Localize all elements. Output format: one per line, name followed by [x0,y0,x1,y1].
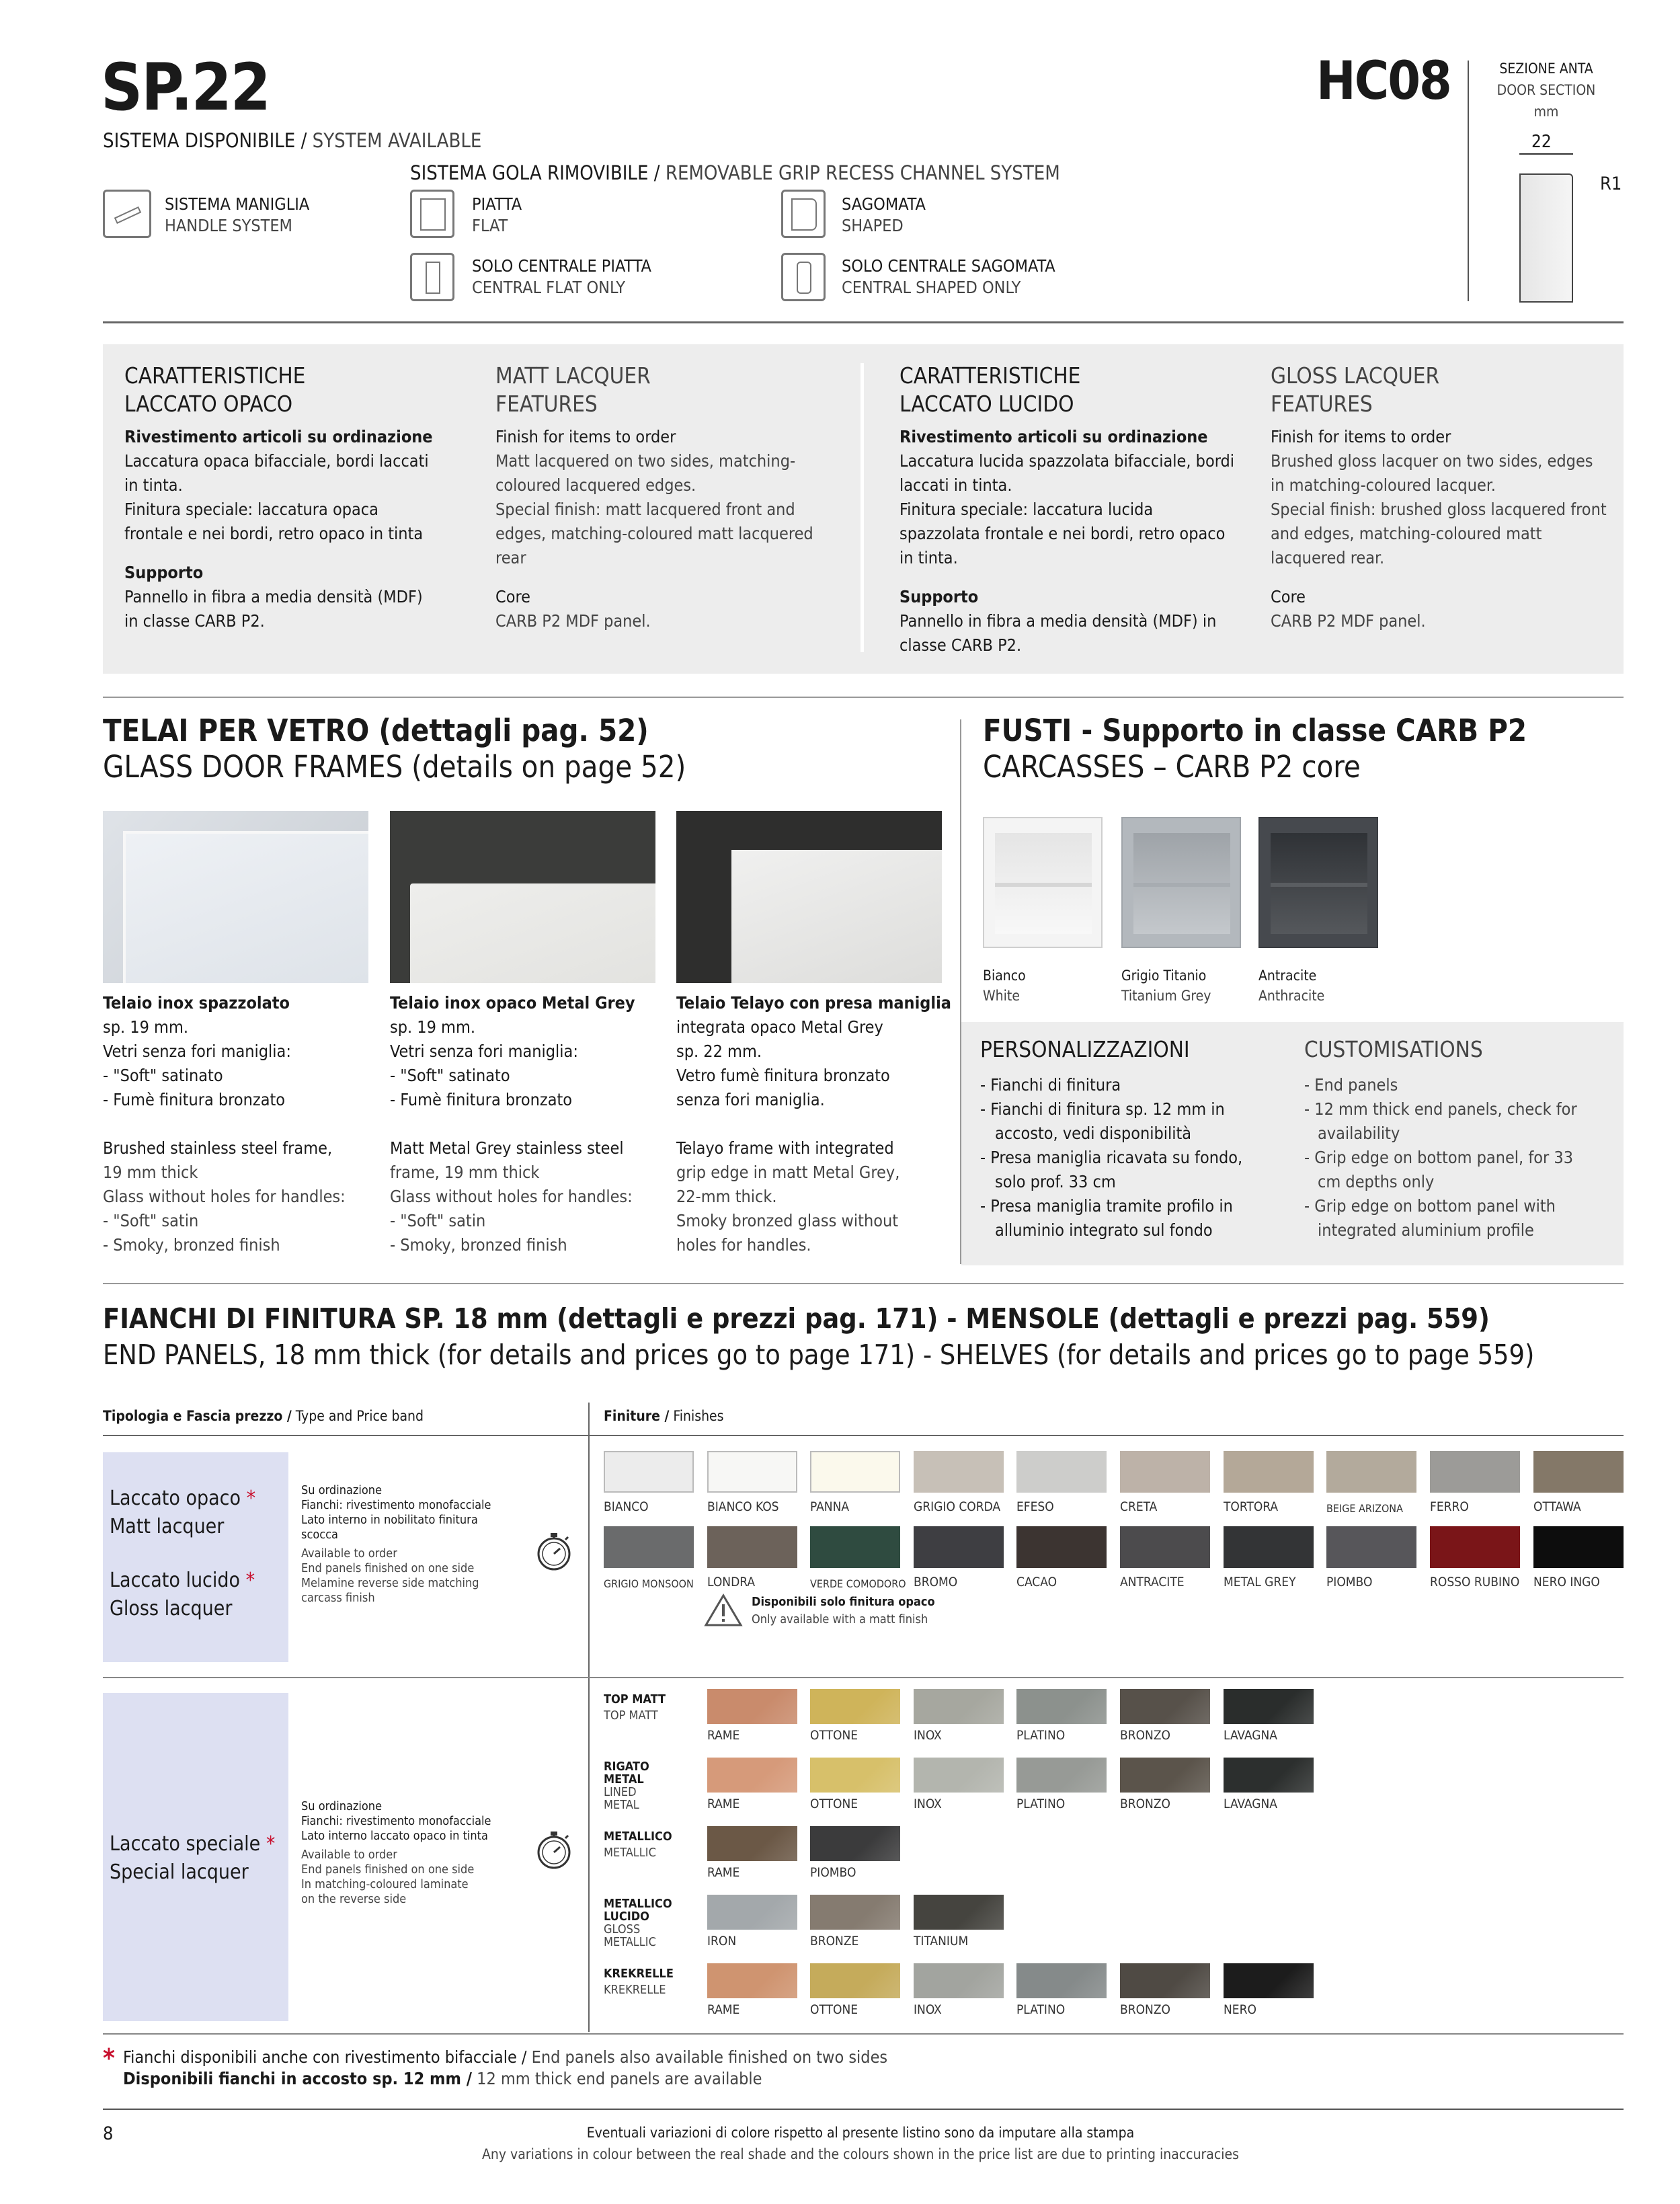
glass-item-3: Telaio Telayo con presa maniglia integrata opaco Metal Grey sp. 22 mm. Vetro fumè finitura bronzato senza fori maniglia. Telayo frame with integrated grip edge in matt Metal Grey, 22-mm thick. Smoky bronzed glass without holes for handles. [676,993,951,1255]
color-swatch [1016,1526,1107,1568]
color-swatch [1016,1963,1107,1998]
central-shaped-icon [781,253,826,301]
matt-only-warning: Disponibili solo finitura opaco Only available with a matt finish [752,1595,935,1626]
footnote-star: * [103,2043,115,2073]
row-divider [103,1677,1624,1678]
finish-group-it: RIGATO METAL [604,1760,649,1786]
swatch-label: CRETA [1120,1499,1158,1514]
table-column-line [588,1403,590,2032]
model-code: HC08 [1316,51,1451,112]
color-swatch [604,1526,694,1568]
finish-group-en: LINED METAL [604,1785,639,1812]
swatch-label: VERDE COMODORO [810,1577,906,1590]
system-available: SISTEMA DISPONIBILE / SYSTEM AVAILABLE [103,129,482,152]
swatch-label: PIOMBO [810,1865,856,1880]
footer-line [103,2109,1624,2110]
swatch-label: TITANIUM [914,1934,969,1949]
color-swatch [914,1758,1004,1793]
swatch-label: PIOMBO [1326,1575,1373,1589]
swatch-label: RAME [707,1797,740,1811]
row1-gloss-label: Laccato lucido * Gloss lacquer [110,1569,255,1620]
color-swatch [707,1826,797,1861]
finish-group-en: TOP MATT [604,1708,658,1723]
color-swatch [914,1689,1004,1724]
swatch-label: LAVAGNA [1224,1797,1277,1811]
print-disclaimer: Eventuali variazioni di colore rispetto al presente listino sono da imputare alla stampa Any variations in colour between the real shade and the colours shown in the price list are due to printing inaccuracies [481,2125,1239,2162]
color-swatch [707,1895,797,1930]
swatch-label: OTTONE [810,2002,858,2017]
swatch-label: BRONZO [1120,1728,1170,1743]
finish-group-label [604,1692,668,1724]
finish-group-label [604,1966,674,1998]
swatch-label: BROMO [914,1575,958,1589]
row1-notes: Su ordinazione Fianchi: rivestimento monofacciale Lato interno in nobilitato finitura scocca Available to order End panels finished on one side Melamine reverse side matching carcass finish [301,1483,491,1605]
color-swatch [810,1826,900,1861]
divider [103,2033,1624,2035]
finish-group-it: METALLICO [604,1829,672,1844]
color-swatch [707,1758,797,1793]
row2-special-label: Laccato speciale * Special lacquer [110,1832,276,1884]
carcass-image-anthracite [1258,817,1378,948]
shaped-profile-icon [781,190,826,238]
endpanels-title: FIANCHI DI FINITURA SP. 18 mm (dettagli e prezzi pag. 171) - MENSOLE (dettagli e prezzi pag. 559) END PANELS, 18 mm thick (for details and prices go to page 171) - SHELVES (for details and prices go to page 559) [103,1302,1535,1371]
color-swatch [1326,1451,1416,1493]
color-swatch [1326,1526,1416,1568]
finish-group-it: METALLICO LUCIDO [604,1897,672,1924]
swatch-label: OTTAWA [1533,1499,1581,1514]
color-swatch [914,1451,1004,1493]
swatch-label: BIANCO KOS [707,1499,779,1514]
swatch-label: NERO INGO [1533,1575,1600,1589]
matt-features-it: CARATTERISTICHE LACCATO OPACO Rivestimento articoli su ordinazione Laccatura opaca bifacciale, bordi laccati in tinta. Finitura speciale: laccatura opaca frontale e nei bordi, retro opaco in tinta Supporto Pannello in fibra a media densità (MDF) in classe CARB P2. [124,362,433,631]
finish-group-label [604,1897,672,1949]
color-swatch [1224,1451,1314,1493]
swatch-label: PLATINO [1016,1728,1066,1743]
gola-system: SISTEMA GOLA RIMOVIBILE / REMOVABLE GRIP RECESS CHANNEL SYSTEM [410,161,1060,184]
color-swatch [810,1451,900,1493]
finish-group-en: METALLIC [604,1846,656,1860]
central-flat-label: SOLO CENTRALE PIATTA CENTRAL FLAT ONLY [472,256,651,297]
section-divider [1468,61,1469,301]
swatch-label: CACAO [1016,1575,1057,1589]
custom-list-en: - End panels - 12 mm thick end panels, check for availability - Grip edge on bottom panel, for 33 cm depths only - Grip edge on bottom panel with integrated aluminium profile [1304,1075,1577,1240]
swatch-label: BRONZO [1120,2002,1170,2017]
color-swatch [1224,1963,1314,1998]
swatch-label: BIANCO [604,1499,649,1514]
gloss-features-it: CARATTERISTICHE LACCATO LUCIDO Rivestimento articoli su ordinazione Laccatura lucida spazzolata bifacciale, bordi laccati in tinta. Finitura speciale: laccatura lucida spazzolata frontale e nei bordi, retro opaco in tinta. Supporto Pannello in fibra a media densità (MDF) in classe CARB P2. [899,362,1235,655]
swatch-label: BEIGE ARIZONA [1326,1502,1403,1515]
color-swatch [1120,1526,1210,1568]
color-swatch [810,1758,900,1793]
stopwatch-icon [533,1829,575,1871]
door-section-drawing [1519,173,1573,303]
swatch-label: METAL GREY [1224,1575,1296,1589]
footnotes: Fianchi disponibili anche con rivestimento bifacciale / End panels also available finished on two sides Disponibili fianchi in accosto sp. 12 mm / 12 mm thick end panels are available [123,2047,888,2088]
carcass-image-grey [1121,817,1241,948]
swatch-label: GRIGIO MONSOON [604,1577,694,1590]
swatch-label: FERRO [1430,1499,1469,1514]
swatch-label: IRON [707,1934,737,1949]
finish-group-en: GLOSS METALLIC [604,1922,656,1949]
custom-title-en: CUSTOMISATIONS [1304,1036,1483,1062]
glass-frame-image [676,811,942,983]
color-swatch [1533,1451,1624,1493]
swatch-label: OTTONE [810,1797,858,1811]
carcasses-title: FUSTI - Supporto in classe CARB P2 CARCASSES – CARB P2 core [983,713,1527,785]
swatch-label: GRIGIO CORDA [914,1499,1001,1514]
color-swatch [707,1451,797,1493]
custom-title-it: PERSONALIZZAZIONI [980,1036,1190,1062]
color-swatch [810,1689,900,1724]
finish-group-en: KREKRELLE [604,1983,666,1997]
finish-group-label [604,1829,672,1861]
swatch-label: LAVAGNA [1224,1728,1277,1743]
features-divider [861,363,864,652]
row2-notes: Su ordinazione Fianchi: rivestimento monofacciale Lato interno laccato opaco in tinta Available to order End panels finished on one side In matching-coloured laminate on the reverse side [301,1799,491,1906]
color-swatch [1120,1758,1210,1793]
finish-group-label [604,1760,668,1811]
row1-matt-label: Laccato opaco * Matt lacquer [110,1487,256,1538]
color-swatch [707,1526,797,1568]
color-swatch [1120,1689,1210,1724]
gloss-features-en: GLOSS LACQUER FEATURES Finish for items to order Brushed gloss lacquer on two sides, edges in matching-coloured lacquer. Special finish: brushed gloss lacquered front and edges, matching-coloured matt lacquered rear. Core CARB P2 MDF panel. [1271,362,1607,631]
glass-frame-image [390,811,655,983]
color-swatch [1224,1689,1314,1724]
swatch-label: BRONZE [810,1934,859,1949]
col-finishes-header: Finiture / Finishes [604,1408,724,1424]
swatch-label: ANTRACITE [1120,1575,1185,1589]
swatch-label: RAME [707,1728,740,1743]
divider [103,1283,1624,1284]
row1-label-box [103,1452,288,1662]
color-swatch [1016,1689,1107,1724]
central-shaped-label: SOLO CENTRALE SAGOMATA CENTRAL SHAPED ONLY [842,256,1055,297]
glass-item-1: Telaio inox spazzolato sp. 19 mm. Vetri senza fori maniglia: - "Soft" satinato - Fumè finitura bronzato Brushed stainless steel frame, 19 mm thick Glass without holes for handles: - "Soft" satin - Smoky, bronzed finish [103,993,346,1255]
swatch-label: INOX [914,1797,942,1811]
swatch-label: LONDRA [707,1575,756,1589]
divider [103,321,1624,323]
warning-icon [704,1593,743,1627]
section-width: 22 [1531,132,1552,152]
stopwatch-icon [533,1530,575,1572]
color-swatch [1533,1526,1624,1568]
swatch-label: INOX [914,1728,942,1743]
color-swatch [1016,1451,1107,1493]
swatch-label: INOX [914,2002,942,2017]
swatch-label: BRONZO [1120,1797,1170,1811]
color-swatch [810,1895,900,1930]
col-type-header: Tipologia e Fascia prezzo / Type and Price band [103,1408,424,1424]
glass-item-2: Telaio inox opaco Metal Grey sp. 19 mm. Vetri senza fori maniglia: - "Soft" satinato - Fumè finitura bronzato Matt Metal Grey stainless steel frame, 19 mm thick Glass without holes for handles: - "Soft" satin - Smoky, bronzed finish [390,993,635,1255]
finish-group-it: KREKRELLE [604,1967,674,1981]
swatch-label: RAME [707,2002,740,2017]
custom-list-it: - Fianchi di finitura - Fianchi di finitura sp. 12 mm in accosto, vedi disponibilità - Presa maniglia ricavata su fondo, solo prof. 33 cm - Presa maniglia tramite profilo in alluminio integrato sul fondo [980,1075,1243,1240]
finish-group-it: TOP MATT [604,1692,666,1706]
carcass-label-grey: Grigio Titanio Titanium Grey [1121,968,1211,1004]
matt-features-en: MATT LACQUER FEATURES Finish for items to order Matt lacquered on two sides, matching-coloured lacquered edges. Special finish: matt lacquered front and edges, matching-coloured matt lacquered rear Core CARB P2 MDF panel. [495,362,813,631]
swatch-label: RAME [707,1865,740,1880]
color-swatch [1120,1451,1210,1493]
handle-system-icon [103,190,151,238]
swatch-label: OTTONE [810,1728,858,1743]
color-swatch [1430,1451,1520,1493]
color-swatch [604,1451,694,1493]
page-number: 8 [103,2123,114,2144]
door-section-label: SEZIONE ANTA DOOR SECTION mm [1496,61,1596,120]
color-swatch [810,1526,900,1568]
divider [103,697,1624,698]
swatch-label: ROSSO RUBINO [1430,1575,1520,1589]
glass-title: TELAI PER VETRO (dettagli pag. 52) GLASS DOOR FRAMES (details on page 52) [103,713,686,785]
color-swatch [1120,1963,1210,1998]
carcass-image-white [983,817,1103,948]
color-swatch [914,1963,1004,1998]
color-swatch [914,1895,1004,1930]
carcass-label-anthracite: Antracite Anthracite [1258,968,1325,1004]
swatch-label: PLATINO [1016,2002,1066,2017]
swatch-label: PANNA [810,1499,850,1514]
color-swatch [1430,1526,1520,1568]
dimension-line [1519,153,1573,155]
swatch-label: EFESO [1016,1499,1054,1514]
color-swatch [1016,1758,1107,1793]
color-swatch [707,1963,797,1998]
flat-label: PIATTA FLAT [472,194,522,235]
swatch-label: TORTORA [1224,1499,1279,1514]
color-swatch [1224,1526,1314,1568]
color-swatch [810,1963,900,1998]
swatch-label: PLATINO [1016,1797,1066,1811]
color-swatch [1224,1758,1314,1793]
page-title: SP.22 [101,50,270,125]
central-flat-icon [410,253,454,301]
color-swatch [914,1526,1004,1568]
handle-system-label: SISTEMA MANIGLIA HANDLE SYSTEM [165,194,310,235]
table-header-line [103,1435,1624,1436]
flat-profile-icon [410,190,454,238]
glass-frame-image [103,811,368,983]
swatch-label: NERO [1224,2002,1256,2017]
section-radius: R1 [1600,173,1622,194]
carcass-label-white: Bianco White [983,968,1026,1004]
color-swatch [707,1689,797,1724]
shaped-label: SAGOMATA SHAPED [842,194,926,235]
